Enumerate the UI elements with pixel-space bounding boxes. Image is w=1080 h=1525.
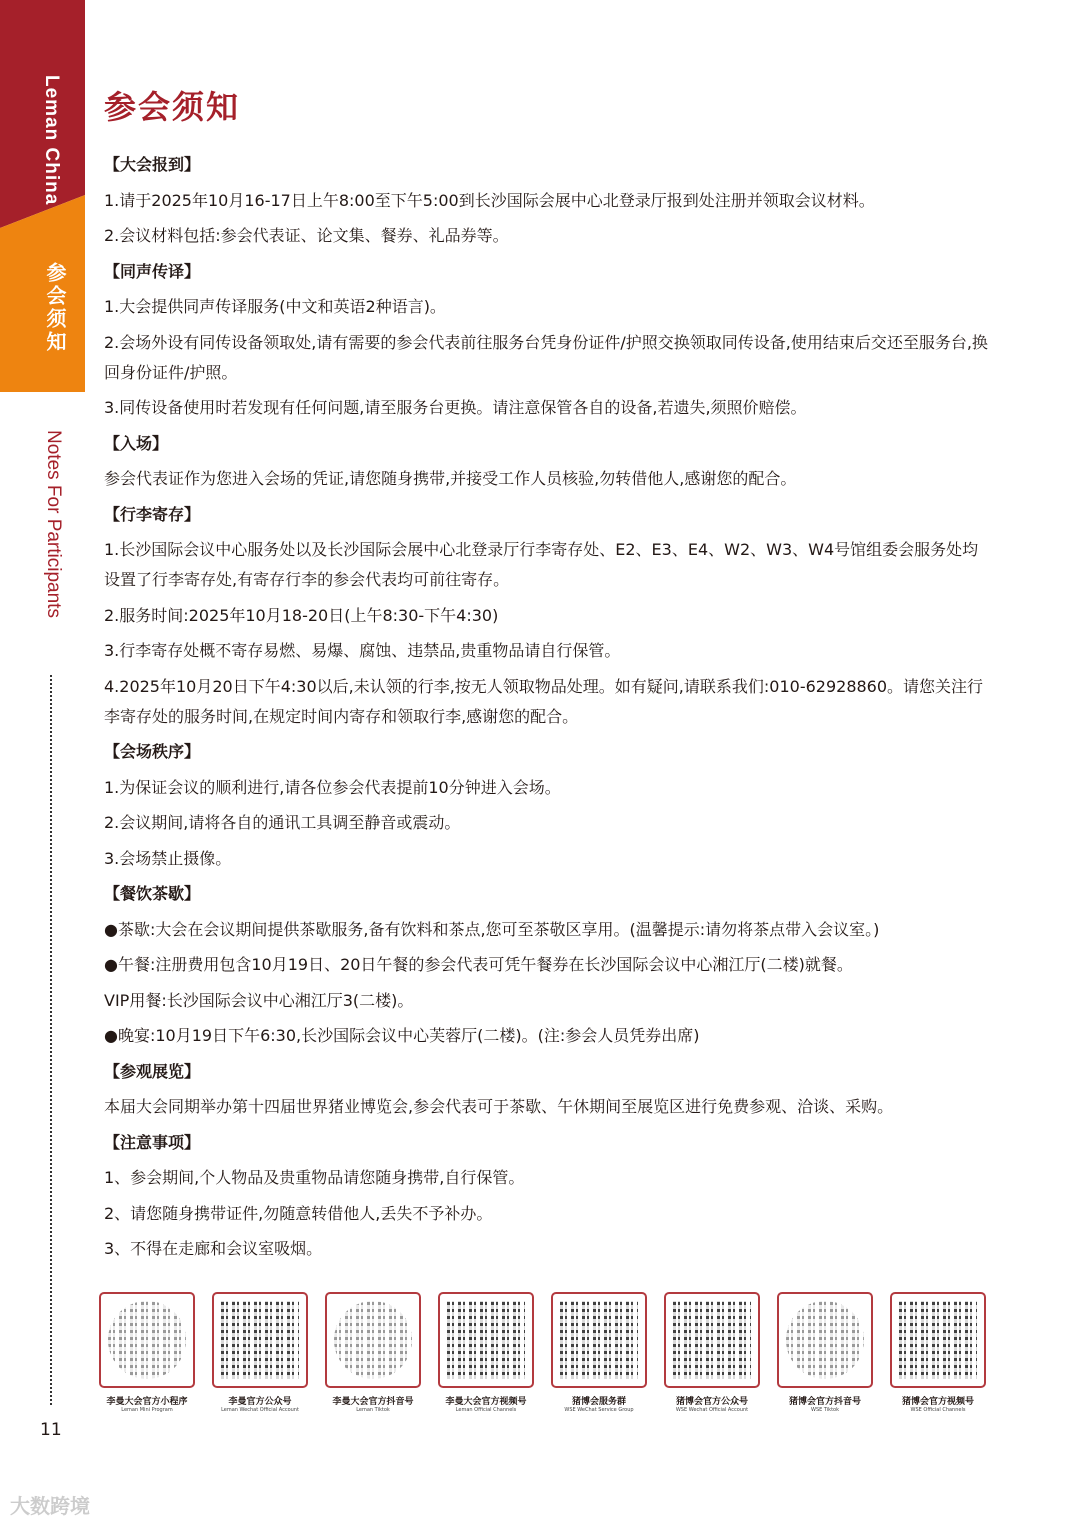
qr-label-en: Leman Tiktok <box>356 1407 390 1413</box>
qr-code-image <box>108 1301 186 1379</box>
qr-code-item <box>664 1292 760 1413</box>
paragraph: 3.同传设备使用时若发现有任何问题,请至服务台更换。请注意保管各自的设备,若遗失,须照价赔偿。 <box>104 398 807 417</box>
qr-label-en: Leman Wechat Official Account <box>221 1407 299 1413</box>
qr-code-item <box>551 1292 647 1413</box>
paragraph: 3.会场禁止摄像。 <box>104 848 232 868</box>
paragraph: 1.长沙国际会议中心服务处以及长沙国际会展中心北登录厅行李寄存处、E2、E3、E4、W2、W3、W4号馆组委会服务处均设置了行李寄存处,有寄存行李的参会代表均可前往寄存。 <box>104 540 979 589</box>
section-heading: 【注意事项】 <box>104 1132 201 1152</box>
section-heading: 【行李寄存】 <box>104 504 201 524</box>
qr-label-en: WSE Official Channels <box>910 1407 966 1413</box>
section-heading: 【入场】 <box>104 433 169 453</box>
paragraph: 1.请于2025年10月16-17日上午8:00至下午5:00到长沙国际会展中心北登录厅报到处注册并领取会议材料。 <box>104 190 875 210</box>
paragraph: 本届大会同期举办第十四届世界猪业博览会,参会代表可于茶歇、午休期间至展览区进行免费参观、洽谈、采购。 <box>104 1097 894 1116</box>
qr-code-image <box>673 1301 751 1379</box>
section-heading: 【餐饮茶歇】 <box>104 884 201 903</box>
qr-label-en: Leman Mini Program <box>121 1407 173 1413</box>
paragraph: 3.行李寄存处概不寄存易燃、易爆、腐蚀、违禁品,贵重物品请自行保管。 <box>104 641 621 660</box>
qr-label-cn: 猪博会官方抖音号 <box>788 1397 861 1407</box>
qr-code-image <box>447 1301 525 1379</box>
qr-code-frame <box>777 1292 873 1388</box>
qr-label-cn: 李曼大会官方抖音号 <box>332 1397 414 1407</box>
section-heading: 【大会报到】 <box>104 155 201 174</box>
qr-label-cn: 李曼大会官方小程序 <box>106 1397 188 1407</box>
section-label-cn: 参会须知 <box>43 262 65 354</box>
qr-code-item <box>325 1292 421 1413</box>
paragraph: 2.服务时间:2025年10月18-20日(上午8:30-下午4:30) <box>104 605 499 625</box>
qr-code-frame <box>664 1292 760 1388</box>
notes-content <box>104 150 989 1270</box>
paragraph: 3、不得在走廊和会议室吸烟。 <box>104 1239 323 1258</box>
qr-code-image <box>899 1301 977 1379</box>
qr-code-row <box>99 1292 986 1413</box>
qr-code-item <box>99 1292 195 1413</box>
paragraph: 1.为保证会议的顺利进行,请各位参会代表提前10分钟进入会场。 <box>104 777 561 797</box>
paragraph: 2.会议材料包括:参会代表证、论文集、餐券、礼品券等。 <box>104 226 509 245</box>
qr-code-frame <box>438 1292 534 1388</box>
paragraph: 2、请您随身携带证件,勿随意转借他人,丢失不予补办。 <box>104 1203 493 1223</box>
qr-label-en: WSE Wechat Official Account <box>675 1407 749 1413</box>
paragraph: 参会代表证作为您进入会场的凭证,请您随身携带,并接受工作人员核验,勿转借他人,感谢您的配合。 <box>104 469 797 488</box>
dotted-divider <box>50 675 52 1405</box>
page-title: 参会须知 <box>104 88 241 126</box>
qr-code-image <box>221 1301 299 1379</box>
qr-code-frame <box>890 1292 986 1388</box>
qr-code-item <box>777 1292 873 1413</box>
qr-code-frame <box>99 1292 195 1388</box>
brand-label: Leman China <box>41 75 62 206</box>
qr-code-item <box>212 1292 308 1413</box>
qr-code-image <box>786 1301 864 1379</box>
paragraph: 1、参会期间,个人物品及贵重物品请您随身携带,自行保管。 <box>104 1168 525 1187</box>
paragraph: VIP用餐:长沙国际会议中心湘江厅3(二楼)。 <box>104 990 414 1010</box>
qr-label-cn: 李曼官方公众号 <box>228 1397 292 1407</box>
qr-code-image <box>334 1301 412 1379</box>
paragraph: 1.大会提供同声传译服务(中文和英语2种语言)。 <box>104 297 446 316</box>
paragraph: 2.会场外设有同传设备领取处,请有需要的参会代表前往服务台凭身份证件/护照交换领取同传设备,使用结束后交还至服务台,换回身份证件/护照。 <box>104 332 988 382</box>
watermark: 大数跨境 <box>10 1494 90 1518</box>
qr-label-cn: 李曼大会官方视频号 <box>445 1397 527 1407</box>
qr-label-cn: 猪博会官方视频号 <box>901 1397 974 1407</box>
qr-label-cn: 猪博会服务群 <box>571 1397 626 1407</box>
qr-code-image <box>560 1301 638 1379</box>
section-label-en: Notes For Participants <box>43 430 64 618</box>
qr-code-frame <box>551 1292 647 1388</box>
section-heading: 【会场秩序】 <box>104 742 201 761</box>
qr-label-cn: 猪博会官方公众号 <box>675 1397 748 1407</box>
qr-code-frame <box>212 1292 308 1388</box>
qr-code-item <box>438 1292 534 1413</box>
section-heading: 【参观展览】 <box>104 1061 201 1081</box>
section-heading: 【同声传译】 <box>104 261 201 281</box>
paragraph: ●茶歇:大会在会议期间提供茶歇服务,备有饮料和茶点,您可至茶敬区享用。(温馨提示:请勿将茶点带入会议室。) <box>104 919 880 939</box>
page-number: 11 <box>40 1420 62 1440</box>
paragraph: ●午餐:注册费用包含10月19日、20日午餐的参会代表可凭午餐券在长沙国际会议中心湘江厅(二楼)就餐。 <box>104 955 853 974</box>
qr-code-item <box>890 1292 986 1413</box>
qr-code-frame <box>325 1292 421 1388</box>
paragraph: 2.会议期间,请将各自的通讯工具调至静音或震动。 <box>104 813 461 832</box>
paragraph: 4.2025年10月20日下午4:30以后,未认领的行李,按无人领取物品处理。如有疑问,请联系我们:010-62928860。请您关注行李寄存处的服务时间,在规定时间内寄存和领取行李,感谢您的配合。 <box>104 676 984 726</box>
paragraph: ●晚宴:10月19日下午6:30,长沙国际会议中心芙蓉厅(二楼)。(注:参会人员凭券出席) <box>104 1026 700 1045</box>
qr-label-en: WSE Tiktok <box>811 1407 839 1413</box>
qr-label-en: Leman Official Channels <box>455 1407 517 1413</box>
qr-label-en: WSE WeChat Service Group <box>564 1407 634 1413</box>
